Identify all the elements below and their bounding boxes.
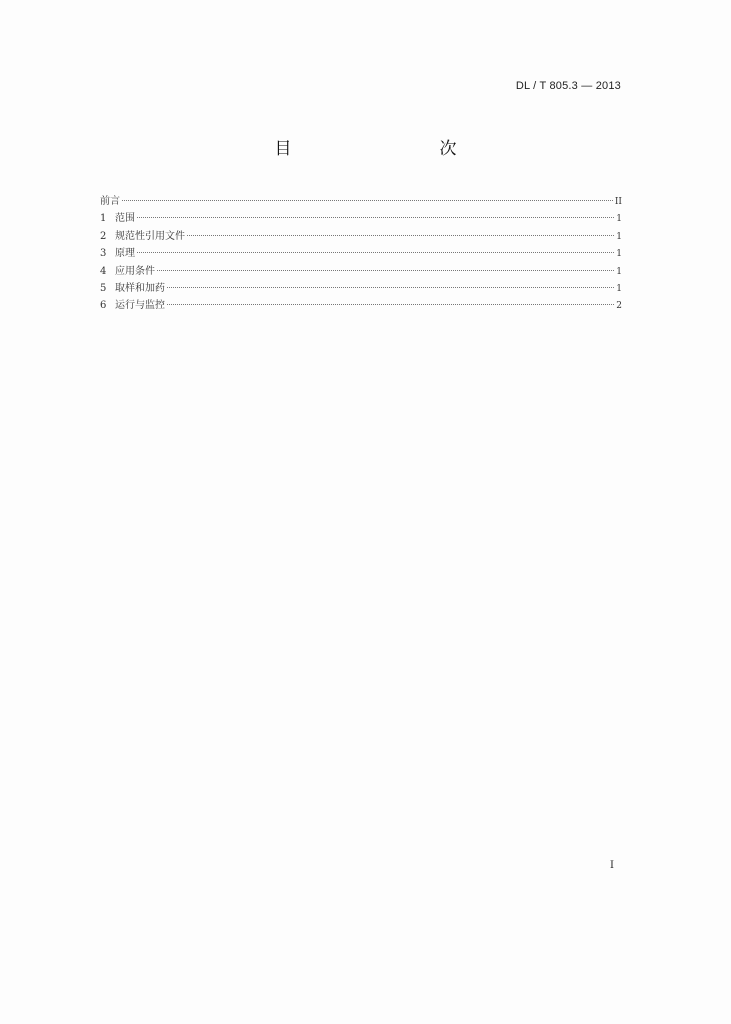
toc-entry-label: 原理 bbox=[115, 248, 135, 260]
toc-entry-sampling-dosing[interactable] bbox=[100, 279, 622, 296]
toc-entry-label: 前言 bbox=[100, 196, 120, 207]
toc-entry-number: 5 bbox=[100, 282, 107, 294]
toc-leader bbox=[167, 304, 614, 305]
toc-entry-label: 取样和加药 bbox=[115, 282, 165, 294]
toc-entry-foreword[interactable] bbox=[100, 192, 622, 209]
toc-entry-label: 规范性引用文件 bbox=[115, 230, 185, 242]
toc-entry-principle[interactable] bbox=[100, 244, 622, 261]
toc-leader bbox=[187, 235, 614, 236]
toc-entry-page: 1 bbox=[616, 283, 622, 294]
page-number: I bbox=[610, 860, 614, 871]
toc-entry-normative-references[interactable] bbox=[100, 227, 622, 244]
toc-entry-number: 6 bbox=[100, 300, 107, 312]
table-of-contents bbox=[100, 192, 622, 314]
standard-code: DL / T 805.3 — 2013 bbox=[515, 80, 621, 92]
toc-entry-page: 1 bbox=[616, 231, 622, 242]
toc-leader bbox=[157, 270, 614, 271]
toc-entry-number: 2 bbox=[100, 230, 107, 242]
toc-entry-label: 应用条件 bbox=[115, 265, 155, 277]
toc-leader bbox=[122, 200, 613, 201]
toc-leader bbox=[167, 287, 614, 288]
toc-entry-label: 范围 bbox=[115, 213, 135, 225]
toc-entry-number: 3 bbox=[100, 248, 107, 260]
toc-entry-page: 1 bbox=[616, 214, 622, 225]
toc-entry-number: 1 bbox=[100, 213, 107, 225]
toc-leader bbox=[137, 217, 614, 218]
toc-entry-page: II bbox=[614, 197, 622, 207]
toc-title: 目 次 bbox=[274, 139, 495, 159]
toc-entry-page: 2 bbox=[616, 301, 622, 312]
toc-entry-scope[interactable] bbox=[100, 209, 622, 226]
toc-entry-label: 运行与监控 bbox=[115, 300, 165, 312]
toc-entry-page: 1 bbox=[616, 266, 622, 277]
toc-entry-page: 1 bbox=[616, 249, 622, 260]
toc-entry-number: 4 bbox=[100, 265, 107, 277]
toc-leader bbox=[137, 252, 614, 253]
toc-entry-operation-monitoring[interactable] bbox=[100, 296, 622, 313]
toc-entry-conditions[interactable] bbox=[100, 262, 622, 279]
